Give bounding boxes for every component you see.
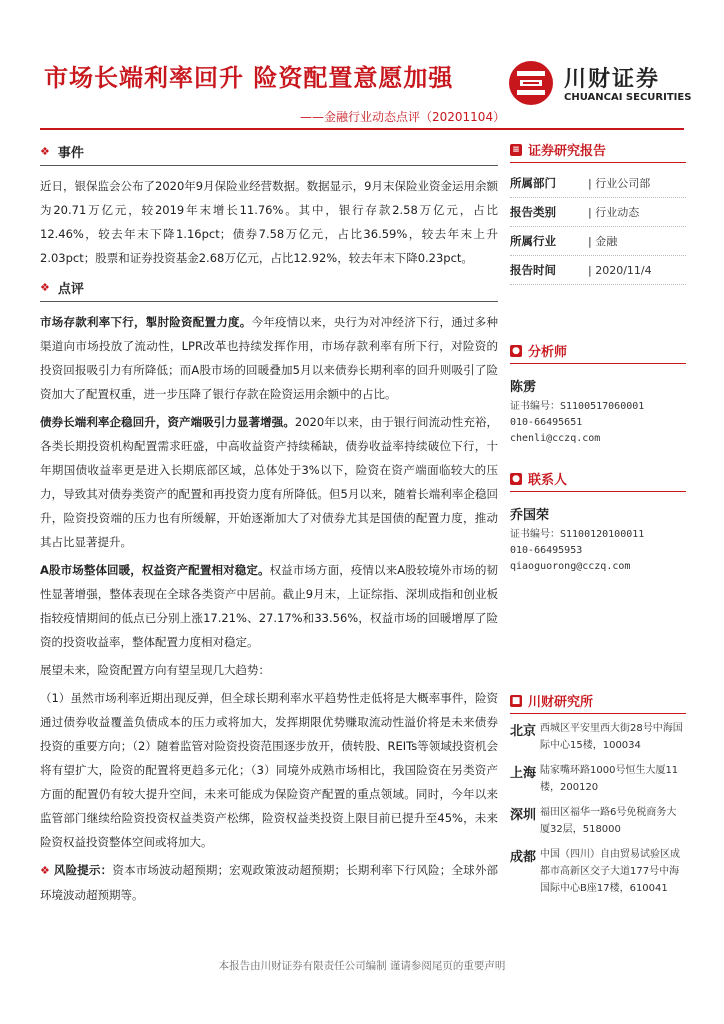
header-divider	[40, 128, 684, 130]
main-column	[40, 140, 498, 911]
analyst-cert: 证书编号：S1100517060001	[510, 401, 645, 412]
info-key: 报告类别	[510, 205, 556, 219]
paragraph-lead: A股市场整体回暖，权益资产配置相对稳定。	[40, 563, 270, 577]
diamond-bullet-icon: ❖	[40, 145, 50, 158]
analyst-phone: 010-66495651	[510, 417, 583, 428]
report-icon: ≡	[510, 144, 522, 156]
risk-warning	[40, 858, 498, 907]
analyst-name: 陈雳	[510, 380, 537, 395]
analyst-heading-label: 分析师	[528, 345, 568, 360]
address-city: 成都	[510, 850, 537, 865]
report-info-heading-label: 证券研究报告	[528, 144, 607, 159]
event-heading-label: 事件	[57, 146, 84, 161]
logo-english-name: CHUANCAI SECURITIES	[564, 92, 692, 103]
info-key: 报告时间	[510, 263, 556, 277]
paragraph-lead: 债券长端利率企稳回升，资产端吸引力显著增强。	[40, 415, 295, 429]
contact-name: 乔国荣	[510, 508, 550, 523]
address-text: 福田区福华一路6号免税商务大厦32层，518000	[540, 807, 677, 835]
info-key: 所属部门	[510, 176, 556, 190]
address-item	[510, 846, 686, 897]
comment-paragraph	[40, 558, 498, 654]
institute-heading-label: 川财研究所	[528, 695, 594, 710]
person-icon: ●	[510, 345, 522, 357]
risk-text: 资本市场波动超预期；宏观政策波动超预期；长期利率下行风险；全球外部环境波动超预期等。	[40, 863, 499, 902]
paragraph-body: （1）虽然市场利率近期出现反弹，但全球长期利率水平趋势性走低将是大概率事件，险资通过债券收益覆盖负债成本的压力或将加大，发挥期限优势赚取流动性溢价将是未来债券投资的重要方向；（2）随着监管对险资投资范围逐步放开，债转股、REITs等领域投资机会将有望扩大，险资的配置将更趋多元化；（3）同境外成熟市场相比，我国险资在另类资产方面的配置仍有较大提升空间，未来可能成为保险资产配置的重点领域。同时，今年以来监管部门继续给险资投资权益类资产松绑，险资权益类投资上限目前已提升至45%，未来险资权益投资整体空间或将加大。	[40, 691, 498, 849]
info-key: 所属行业	[510, 234, 556, 248]
contact-card	[510, 504, 686, 575]
address-city: 深圳	[510, 808, 537, 823]
info-value: | 行业动态	[588, 206, 640, 219]
paragraph-body: 展望未来，险资配置方向有望呈现几大趋势：	[40, 663, 270, 677]
event-heading	[40, 140, 498, 166]
chuancai-logo-icon	[508, 60, 554, 106]
diamond-bullet-icon: ❖	[40, 864, 51, 877]
comment-heading-label: 点评	[57, 282, 84, 297]
info-value: | 金融	[588, 235, 618, 248]
info-value: | 行业公司部	[588, 177, 651, 190]
address-city: 上海	[510, 766, 537, 781]
report-info-heading	[510, 140, 686, 163]
comment-paragraph	[40, 410, 498, 554]
company-logo	[508, 60, 692, 110]
contact-heading-label: 联系人	[528, 473, 568, 488]
comment-heading	[40, 276, 498, 302]
comment-paragraph	[40, 686, 498, 854]
paragraph-body: 2020年以来，由于银行间流动性充裕，各类长期投资机构配置需求旺盛，中高收益资产持续稀缺，债券收益率持续破位下行，十年期国债收益率更是进入长期底部区域，总体处于3%以下，险资在资产端面临较大的压力，导致其对债券类资产的配置和再投资力度有所降低。但5月以来，随着长端利率企稳回升，险资投资端的压力也有所缓解，开始逐渐加大了对债券尤其是国债的配置力度，推动其占比显著提升。	[40, 415, 498, 549]
contact-cert: 证书编号：S1100120100011	[510, 529, 645, 540]
info-row	[510, 256, 686, 285]
diamond-bullet-icon: ❖	[40, 281, 50, 294]
report-subtitle: ——金融行业动态点评（20201104）	[300, 110, 506, 124]
info-row	[510, 198, 686, 227]
address-item	[510, 720, 686, 754]
institute-heading	[510, 691, 686, 714]
page-footer: 本报告由川财证券有限责任公司编制 谨请参阅尾页的重要声明	[218, 960, 506, 972]
address-text: 中国（四川）自由贸易试验区成都市高新区交子大道177号中海国际中心B座17楼，610041	[540, 849, 680, 894]
contact-heading	[510, 469, 686, 492]
analyst-card	[510, 376, 686, 447]
building-icon: ■	[511, 695, 521, 706]
report-title: 市场长端利率回升 险资配置意愿加强	[44, 64, 454, 92]
sidebar	[510, 140, 686, 905]
analyst-email: chenli@cczq.com	[510, 433, 601, 444]
paragraph-lead: 市场存款利率下行，掣肘险资配置力度。	[40, 315, 252, 329]
comment-paragraph	[40, 310, 498, 406]
address-item	[510, 762, 686, 796]
event-text: 近日，银保监会公布了2020年9月保险业经营数据。数据显示，9月末保险业资金运用余额为20.71万亿元，较2019年末增长11.76%。其中，银行存款2.58万亿元，占比12.46%，较去年末下降1.16pct；债券7.58万亿元，占比36.59%，较去年末上升2.03pct；股票和证券投资基金2.68万亿元，占比12.92%，较去年末下降0.23pct。	[40, 179, 498, 265]
contact-email: qiaoguorong@cczq.com	[510, 561, 631, 572]
analyst-heading	[510, 341, 686, 364]
paragraph-body: 权益市场方面，疫情以来A股较境外市场的韧性显著增强，整体表现在全球各类资产中居前。截止9月末，上证综指、深圳成指和创业板指较疫情期间的低点已分别上涨17.21%、27.17%和33.56%，权益市场的回暖增厚了险资的投资收益率，整体配置力度相对稳定。	[40, 563, 498, 649]
address-item	[510, 804, 686, 838]
address-text: 陆家嘴环路1000号恒生大厦11楼，200120	[540, 765, 679, 793]
logo-chinese-name: 川财证券	[564, 67, 661, 92]
contact-phone: 010-66495953	[510, 545, 583, 556]
risk-lead: 风险提示：	[53, 863, 113, 877]
paragraph-body: 今年疫情以来，央行为对冲经济下行，通过多种渠道向市场投放了流动性，LPR改革也持续发挥作用，市场存款利率有所下行，对险资的投资回报吸引力有所降低；而A股市场的回暖叠加5月以来债券长期利率的回升则吸引了险资加大了配置权重，进一步压降了银行存款在险资运用余额中的占比。	[40, 315, 498, 401]
info-value: | 2020/11/4	[588, 263, 652, 277]
info-row	[510, 227, 686, 256]
comment-paragraph	[40, 658, 498, 682]
person-icon: ●	[510, 473, 522, 485]
address-city: 北京	[510, 724, 537, 739]
address-text: 西城区平安里西大街28号中海国际中心15楼，100034	[540, 723, 683, 751]
info-row	[510, 169, 686, 198]
